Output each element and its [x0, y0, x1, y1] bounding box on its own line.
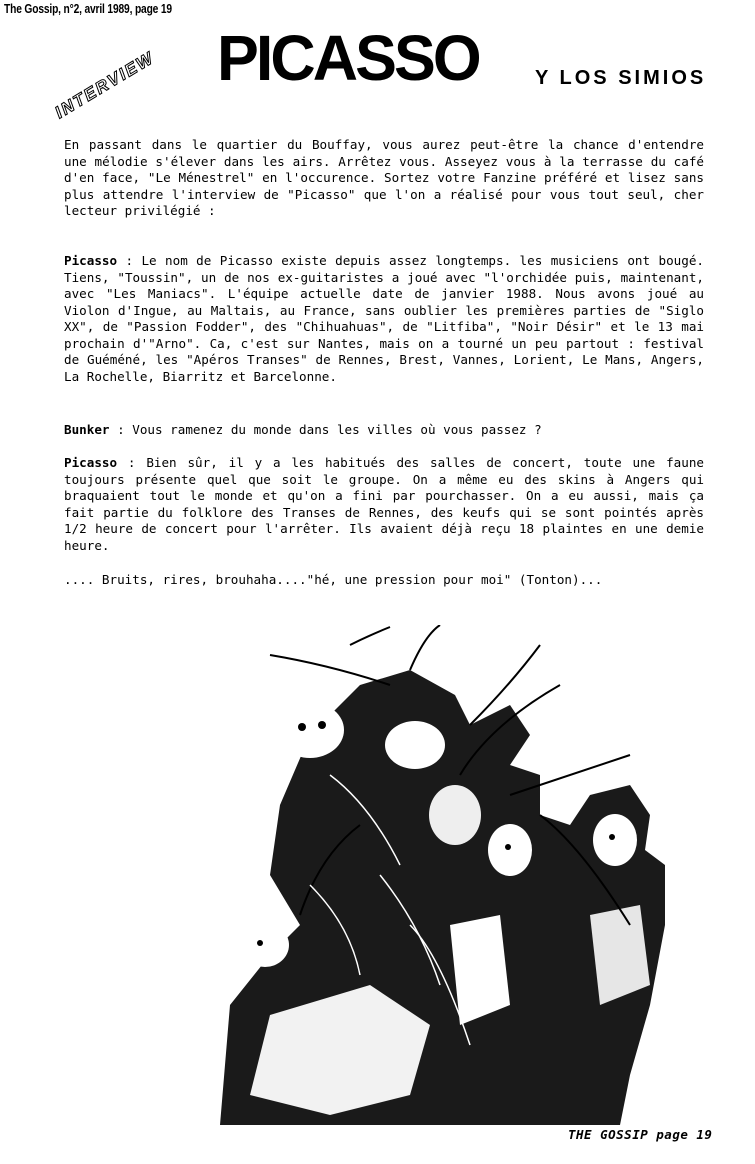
band-photo — [210, 625, 680, 1125]
page-footer: THE GOSSIP page 19 — [568, 1127, 713, 1142]
intro-paragraph: En passant dans le quartier du Bouffay, vous aurez peut-être la chance d'entendre une mélodie s'élever dans les airs. Arrêtez vous. Asseyez vous à la terrasse du café d'en face, "Le Ménestrel" en l'occurence. Sortez votre Fanzine préféré et lisez sans plus attendre l'interview de "Picasso" que l'on a réalisé pour vous tout seul, cher lecteur privilégié : — [64, 137, 704, 218]
answer-text: Bien sûr, il y a les habitués des salles de concert, toute une faune toujours présente quel que soit le groupe. On a même eu des skins à Angers qui braquaient tout le monde et qu'on a fini par pourchasser. On a eu aussi, mais ça fait partie du folklore des Transes de Rennes, des keufs qui se sont pointés après 1/2 heure de concert pour l'arrêter. Ils avaient déjà reçu 18 plaintes en une demie heure. — [64, 455, 704, 553]
answer-paragraph-1 — [64, 253, 704, 385]
question-text: Vous ramenez du monde dans les villes où vous passez ? — [132, 422, 542, 437]
speaker-separator: : — [109, 422, 133, 437]
article-subtitle: Y LOS SIMIOS — [535, 67, 707, 89]
speaker-label: Picasso — [64, 253, 118, 268]
answer-text: Le nom de Picasso existe depuis assez longtemps. les musiciens ont bougé. Tiens, "Toussin", un de nos ex-guitaristes a joué avec "l'orchidée puis, maintenant, avec "Les Maniacs". L'équipe actuelle date de janvier 1988. Nous avons joué au Violon d'Ingue, au Maltais, au France, sans oublier les premières parties de "Siglo XX", de "Passion Fodder", des "Chihuahuas", de "Litfiba", "Noir Désir" et le 13 mai prochain d'"Arno". Ca, c'est sur Nantes, mais on a tourné un peu partout : festival de Guéméné, les "Apéros Transes" de Rennes, Brest, Vannes, Lorient, Le Mans, Angers, La Rochelle, Biarritz et Barcelonne. — [64, 253, 704, 384]
article-title: PICASSO — [217, 22, 479, 94]
speaker-separator: : — [117, 455, 147, 470]
question-paragraph — [64, 422, 704, 439]
running-head: The Gossip, n°2, avril 1989, page 19 — [4, 2, 172, 16]
interview-kicker: INTERVIEW — [51, 47, 158, 123]
ambient-noise-line: .... Bruits, rires, brouhaha...."hé, une pression pour moi" (Tonton)... — [64, 572, 603, 587]
answer-paragraph-2 — [64, 455, 704, 554]
speaker-label: Bunker — [64, 422, 110, 437]
speaker-label: Picasso — [64, 455, 118, 470]
speaker-separator: : — [117, 253, 142, 268]
